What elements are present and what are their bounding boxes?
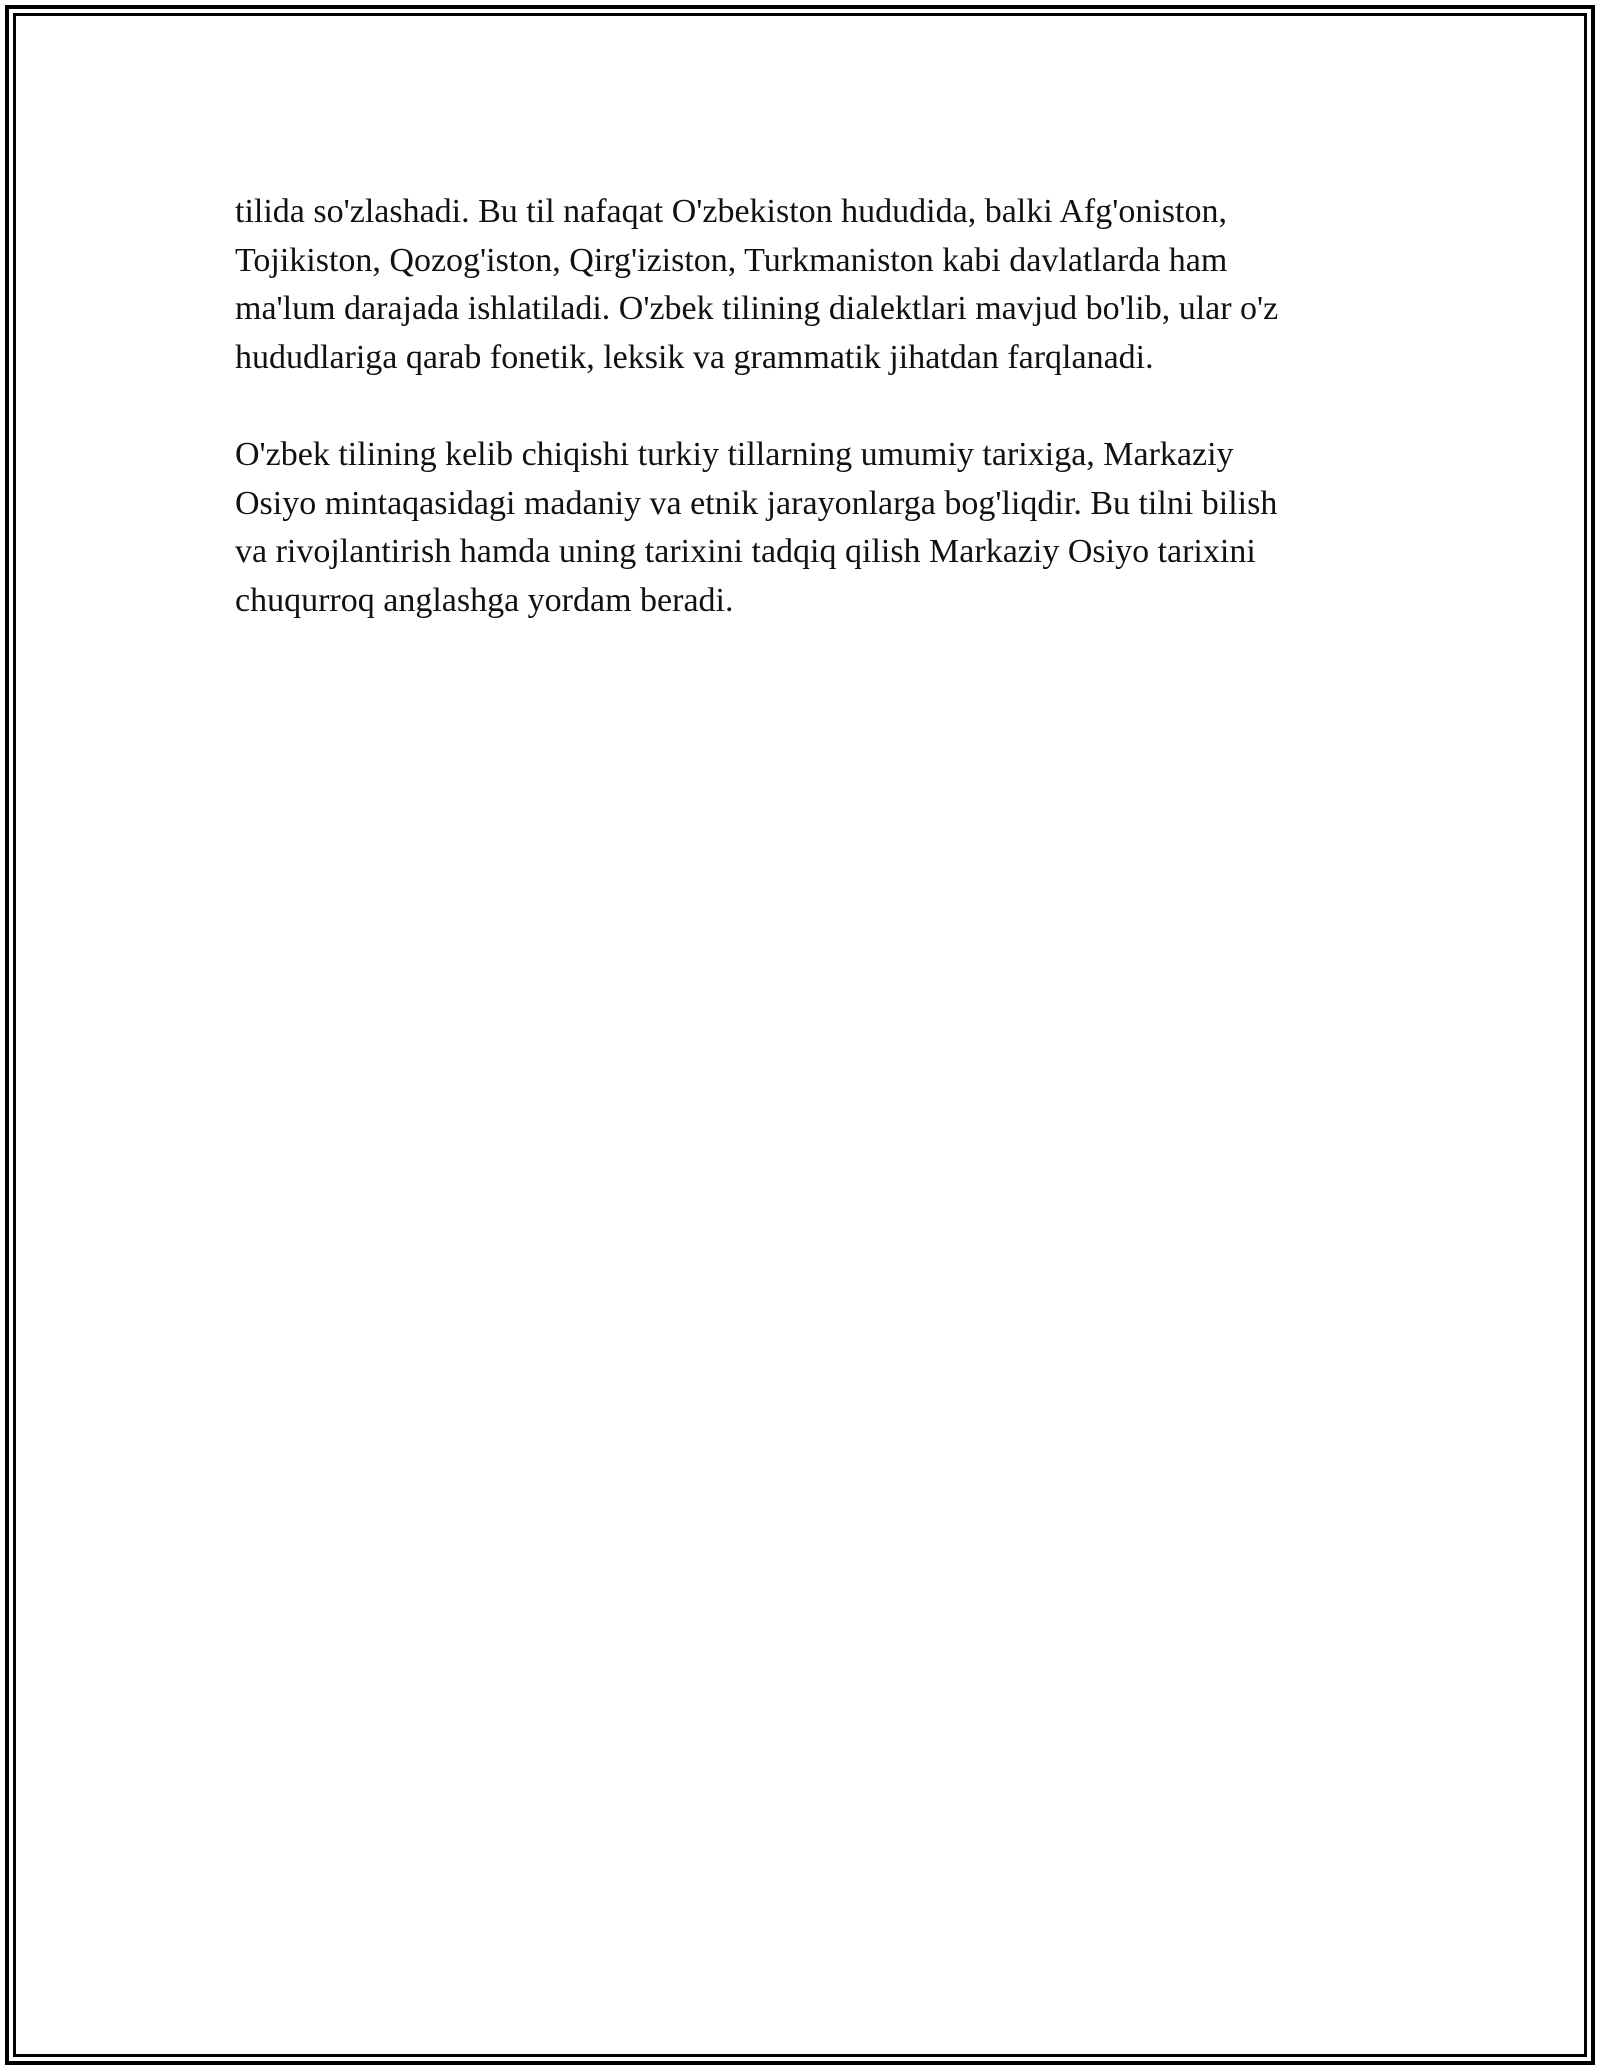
text-line: va rivojlantirish hamda uning tarixini tadqiq qilish Markaziy Osiyo tarixini: [235, 533, 1256, 570]
text-line: Osiyo mintaqasidagi madaniy va etnik jarayonlarga bog'liqdir. Bu tilni bilish: [235, 484, 1278, 522]
text-line: tilida so'zlashadi. Bu til nafaqat O'zbekiston hududida, balki Afg'oniston,: [235, 193, 1227, 230]
text-line: Tojikiston, Qozog'iston, Qirg'iziston, Turkmaniston kabi davlatlarda ham: [235, 241, 1228, 279]
paragraph-1: [235, 188, 1385, 382]
paragraph-2: [235, 431, 1385, 625]
text-line: hududlariga qarab fonetik, leksik va grammatik jihatdan farqlanadi.: [235, 338, 1154, 376]
document-body: [235, 188, 1385, 674]
text-line: O'zbek tilining kelib chiqishi turkiy tillarning umumiy tarixiga, Markaziy: [235, 436, 1234, 473]
text-line: chuqurroq anglashga yordam beradi.: [235, 581, 734, 619]
text-line: ma'lum darajada ishlatiladi. O'zbek tilining dialektlari mavjud bo'lib, ular o'z: [235, 290, 1279, 327]
